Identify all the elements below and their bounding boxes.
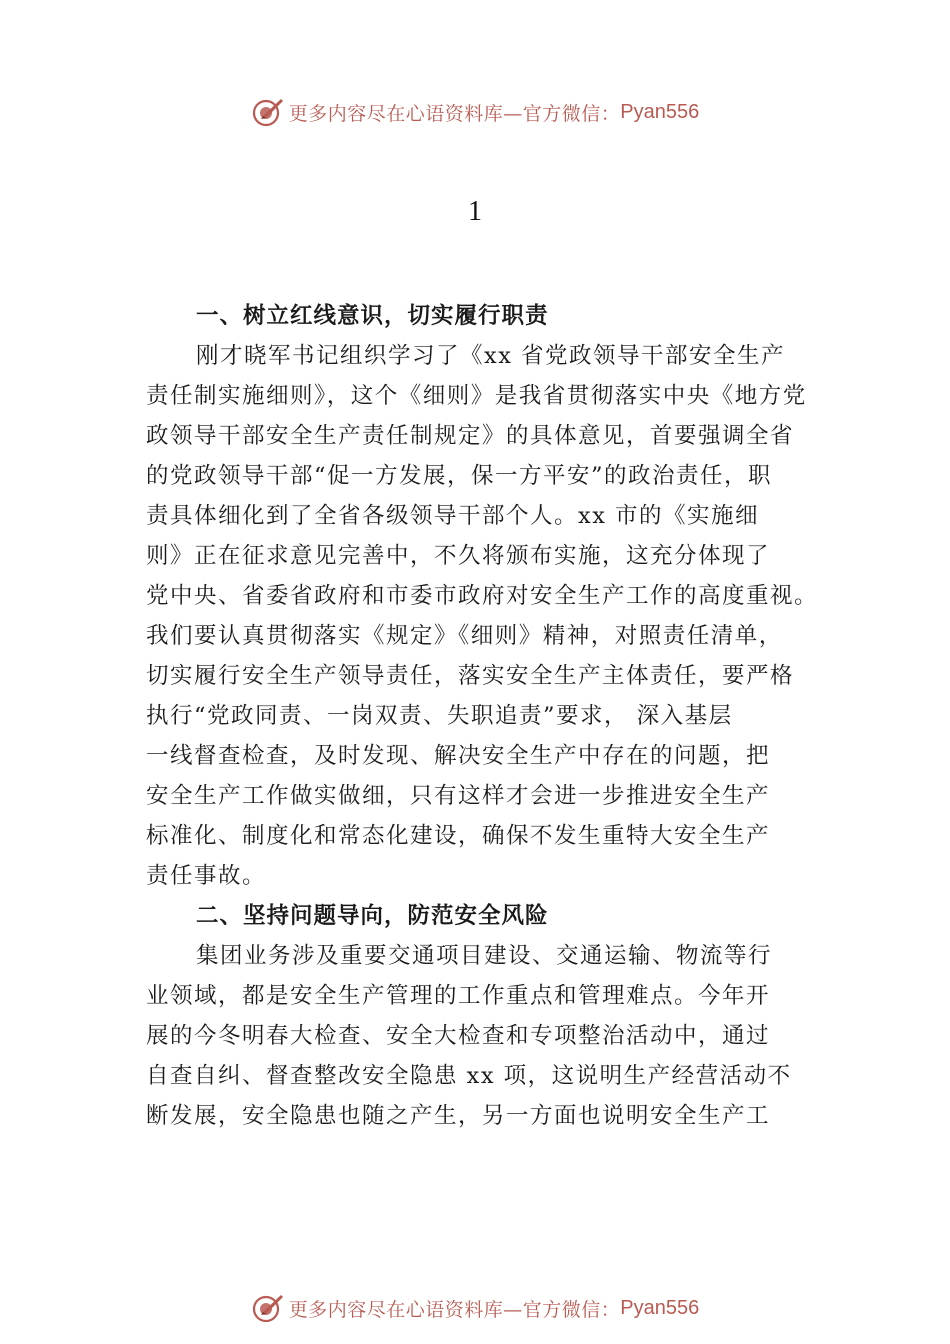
paragraph-line: 则》正在征求意见完善中，不久将颁布实施，这充分体现了 — [146, 543, 771, 569]
paragraph-line: 政领导干部安全生产责任制规定》的具体意见，首要强调全省 — [146, 423, 795, 449]
document-body — [146, 296, 846, 1136]
paragraph-line: 断发展，安全隐患也随之产生，另一方面也说明安全生产工 — [146, 1103, 771, 1129]
paragraph-line: 自查自纠、督查整改安全隐患 xx 项，这说明生产经营活动不 — [146, 1063, 792, 1089]
paragraph-line: 党中央、省委省政府和市委市政府对安全生产工作的高度重视。 — [146, 583, 819, 609]
paragraph-line: 标准化、制度化和常态化建设，确保不发生重特大安全生产 — [146, 823, 771, 849]
paragraph-line: 责具体细化到了全省各级领导干部个人。xx 市的《实施细 — [146, 503, 760, 529]
quill-pen-logo-icon — [251, 95, 285, 129]
paragraph-line: 刚才晓军书记组织学习了《xx 省党政领导干部安全生产 — [196, 343, 786, 369]
paragraph-line: 安全生产工作做实做细，只有这样才会进一步推进安全生产 — [146, 783, 771, 809]
paragraph-line: 执行“党政同责、一岗双责、失职追责”要求， 深入基层 — [146, 703, 733, 729]
paragraph-line: 我们要认真贯彻落实《规定》《细则》精神，对照责任清单， — [146, 623, 783, 649]
section-heading: 二、坚持问题导向，防范安全风险 — [196, 903, 549, 929]
quill-pen-logo-icon — [251, 1291, 285, 1325]
paragraph-line: 切实履行安全生产领导责任，落实安全生产主体责任，要严格 — [146, 663, 795, 689]
watermark-banner-top — [0, 92, 950, 132]
watermark-wechat-handle: Pyan556 — [620, 100, 700, 123]
watermark-banner-bottom — [0, 1288, 950, 1328]
paragraph-line: 责任制实施细则》，这个《细则》是我省贯彻落实中央《地方党 — [146, 383, 807, 409]
page-number: 1 — [468, 196, 482, 227]
watermark-text: 更多内容尽在心语资料库—官方微信： — [288, 102, 621, 125]
watermark-text: 更多内容尽在心语资料库—官方微信： — [288, 1298, 621, 1321]
paragraph-line: 的党政领导干部“促一方发展，保一方平安”的政治责任，职 — [146, 463, 773, 489]
paragraph-line: 业领域，都是安全生产管理的工作重点和管理难点。今年开 — [146, 983, 771, 1009]
paragraph-line: 展的今冬明春大检查、安全大检查和专项整治活动中，通过 — [146, 1023, 771, 1049]
paragraph-line: 集团业务涉及重要交通项目建设、交通运输、物流等行 — [196, 943, 773, 969]
paragraph-line: 责任事故。 — [146, 863, 267, 889]
watermark-wechat-handle: Pyan556 — [620, 1296, 700, 1319]
paragraph-line: 一线督查检查，及时发现、解决安全生产中存在的问题，把 — [146, 743, 771, 769]
section-heading: 一、树立红线意识，切实履行职责 — [196, 303, 549, 329]
